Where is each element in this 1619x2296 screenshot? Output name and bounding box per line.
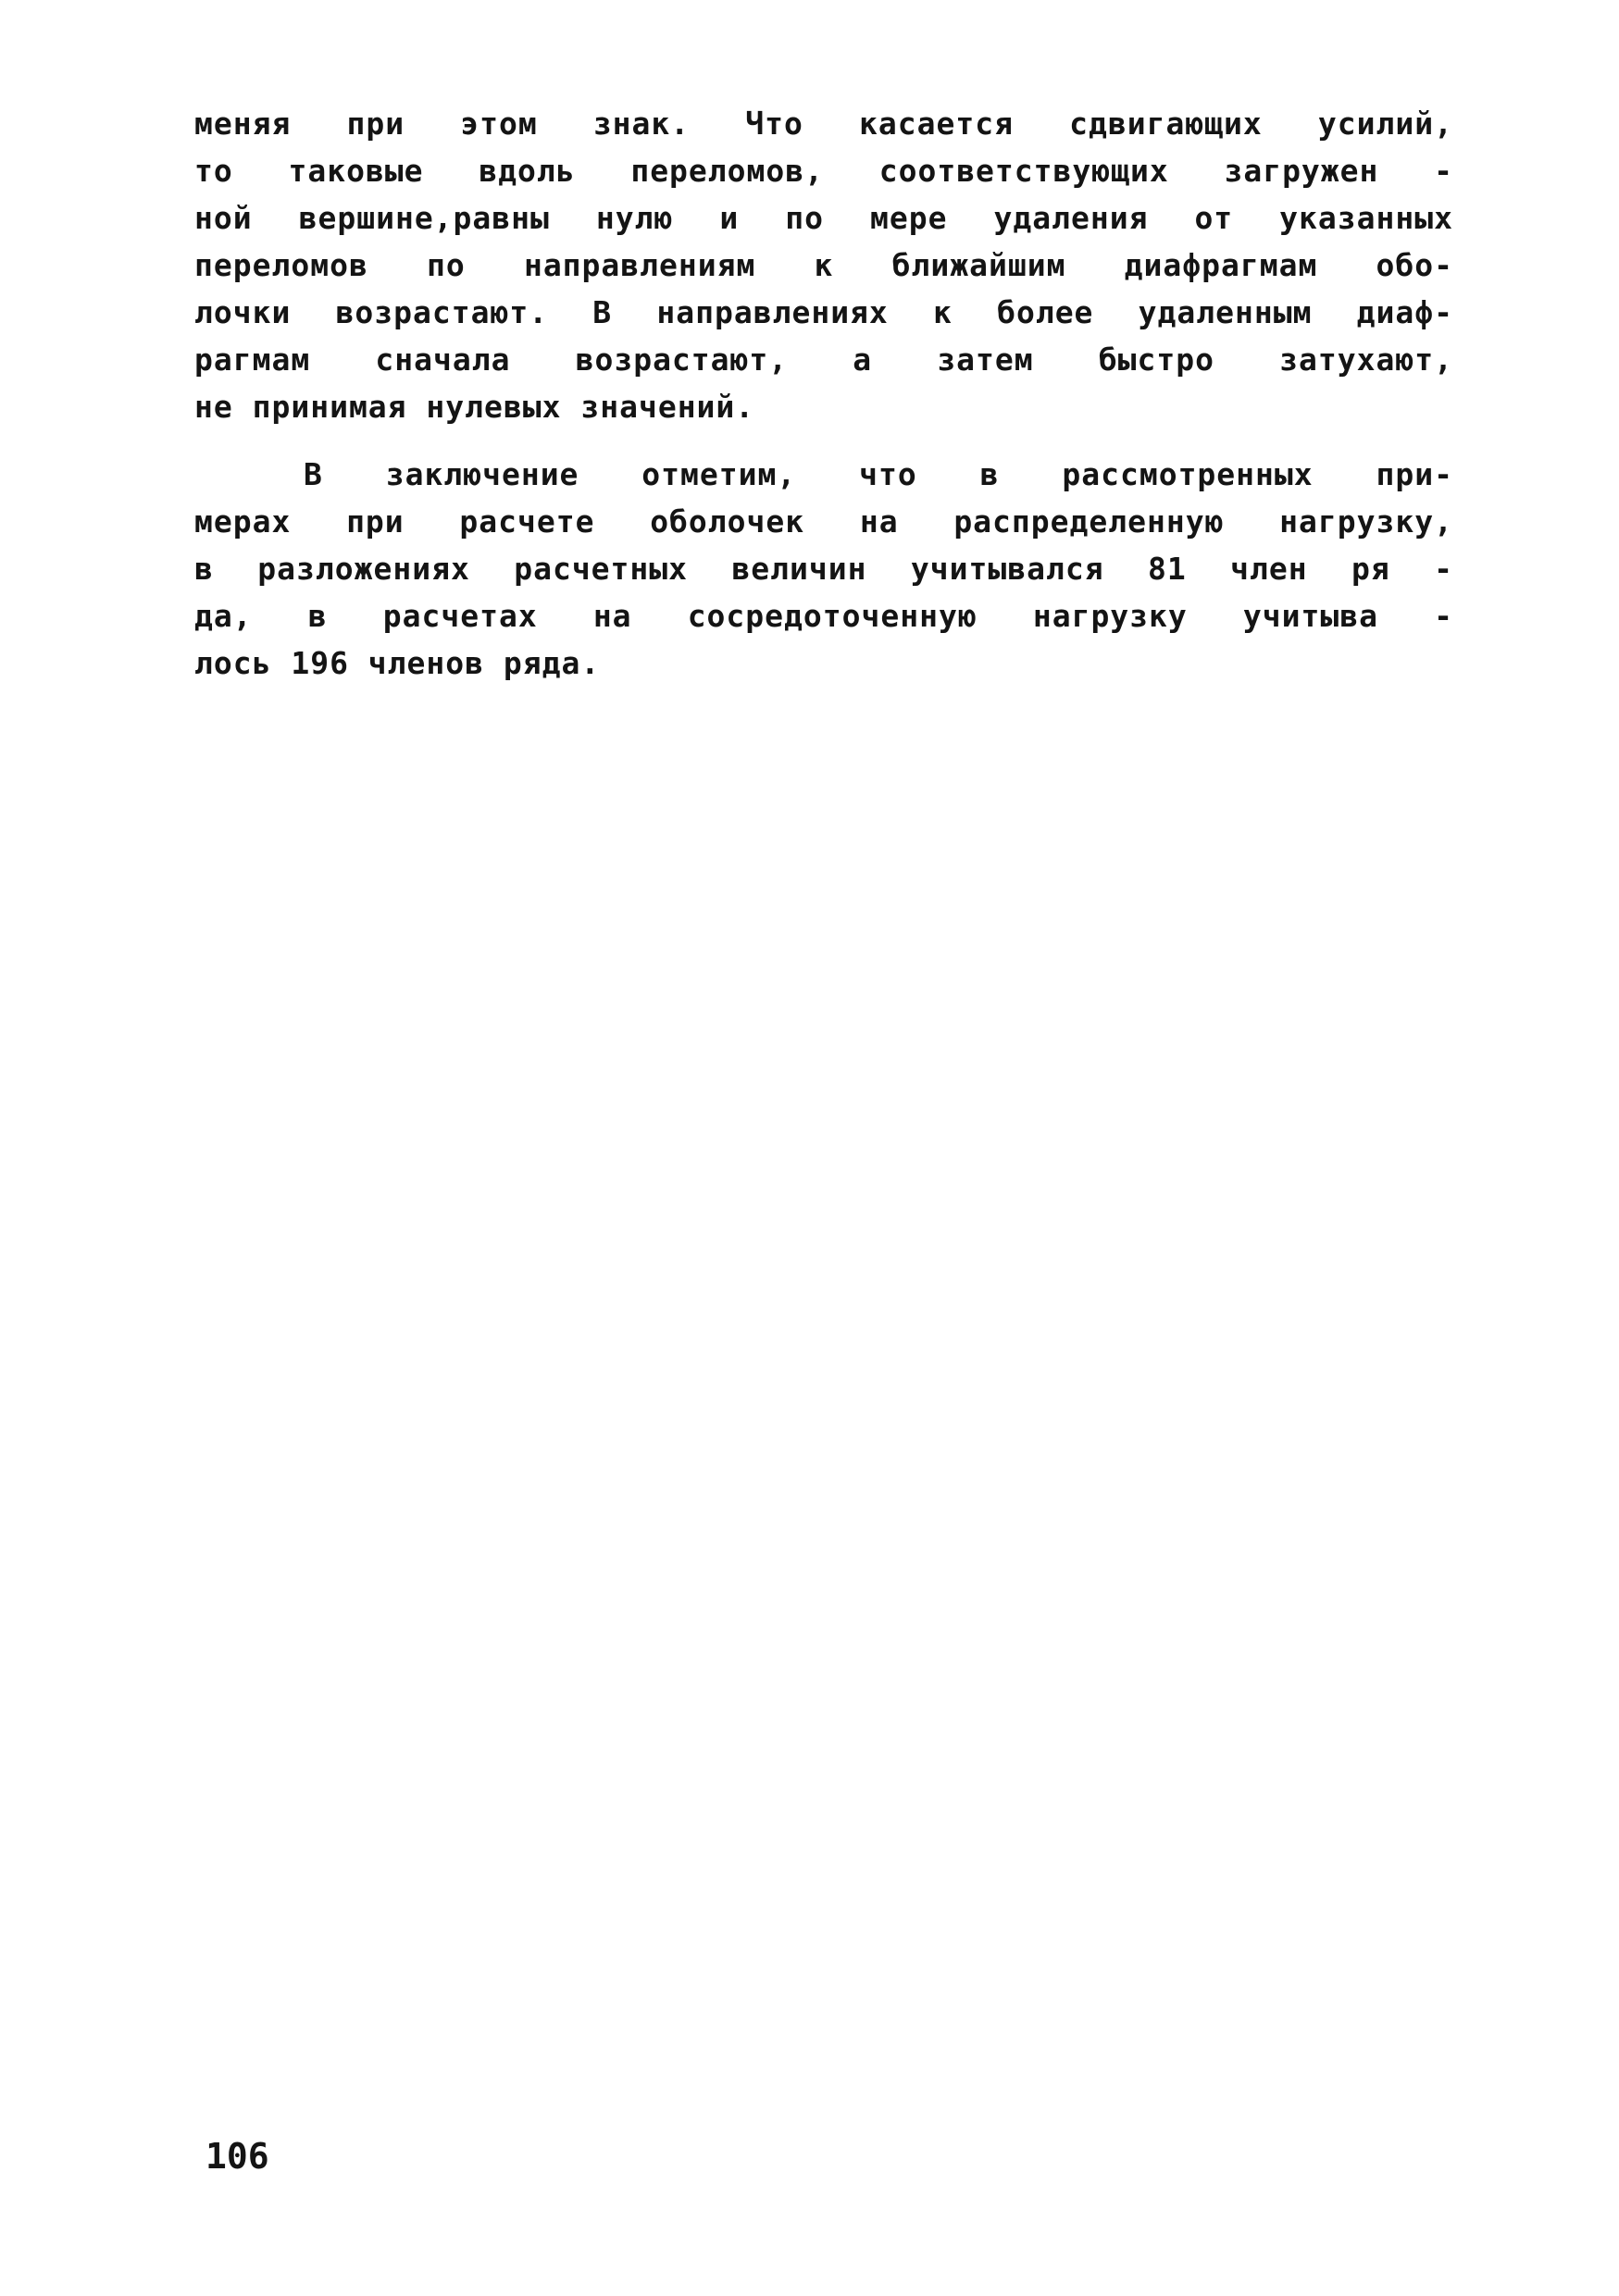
text-line: мерах при расчете оболочек на распределенную нагрузку, [194,503,1453,540]
paragraph-1 [194,100,1453,430]
text-line: ной вершине,равны нулю и по мере удаления от указанных [194,200,1453,236]
text-line: лось 196 членов ряда. [194,645,601,681]
body-text [194,100,1453,687]
text-line: да, в расчетах на сосредоточенную нагрузку учитыва - [194,598,1453,634]
text-line: в разложениях расчетных величин учитывался 81 член ря - [194,551,1453,587]
paragraph-2 [194,451,1453,687]
text-line: переломов по направлениям к ближайшим диафрагмам обо- [194,247,1453,283]
text-line: меняя при этом знак. Что касается сдвигающих усилий, [194,105,1453,142]
text-line: не принимая нулевых значений. [194,389,755,425]
text-line: то таковые вдоль переломов, соответствующих загружен - [194,153,1453,189]
text-line: В заключение отметим, что в рассмотренных при- [304,456,1453,492]
text-line: лочки возрастают. В направлениях к более удаленным диаф- [194,294,1453,330]
text-line: рагмам сначала возрастают, а затем быстро затухают, [194,341,1453,378]
page-number: 106 [205,2136,269,2177]
